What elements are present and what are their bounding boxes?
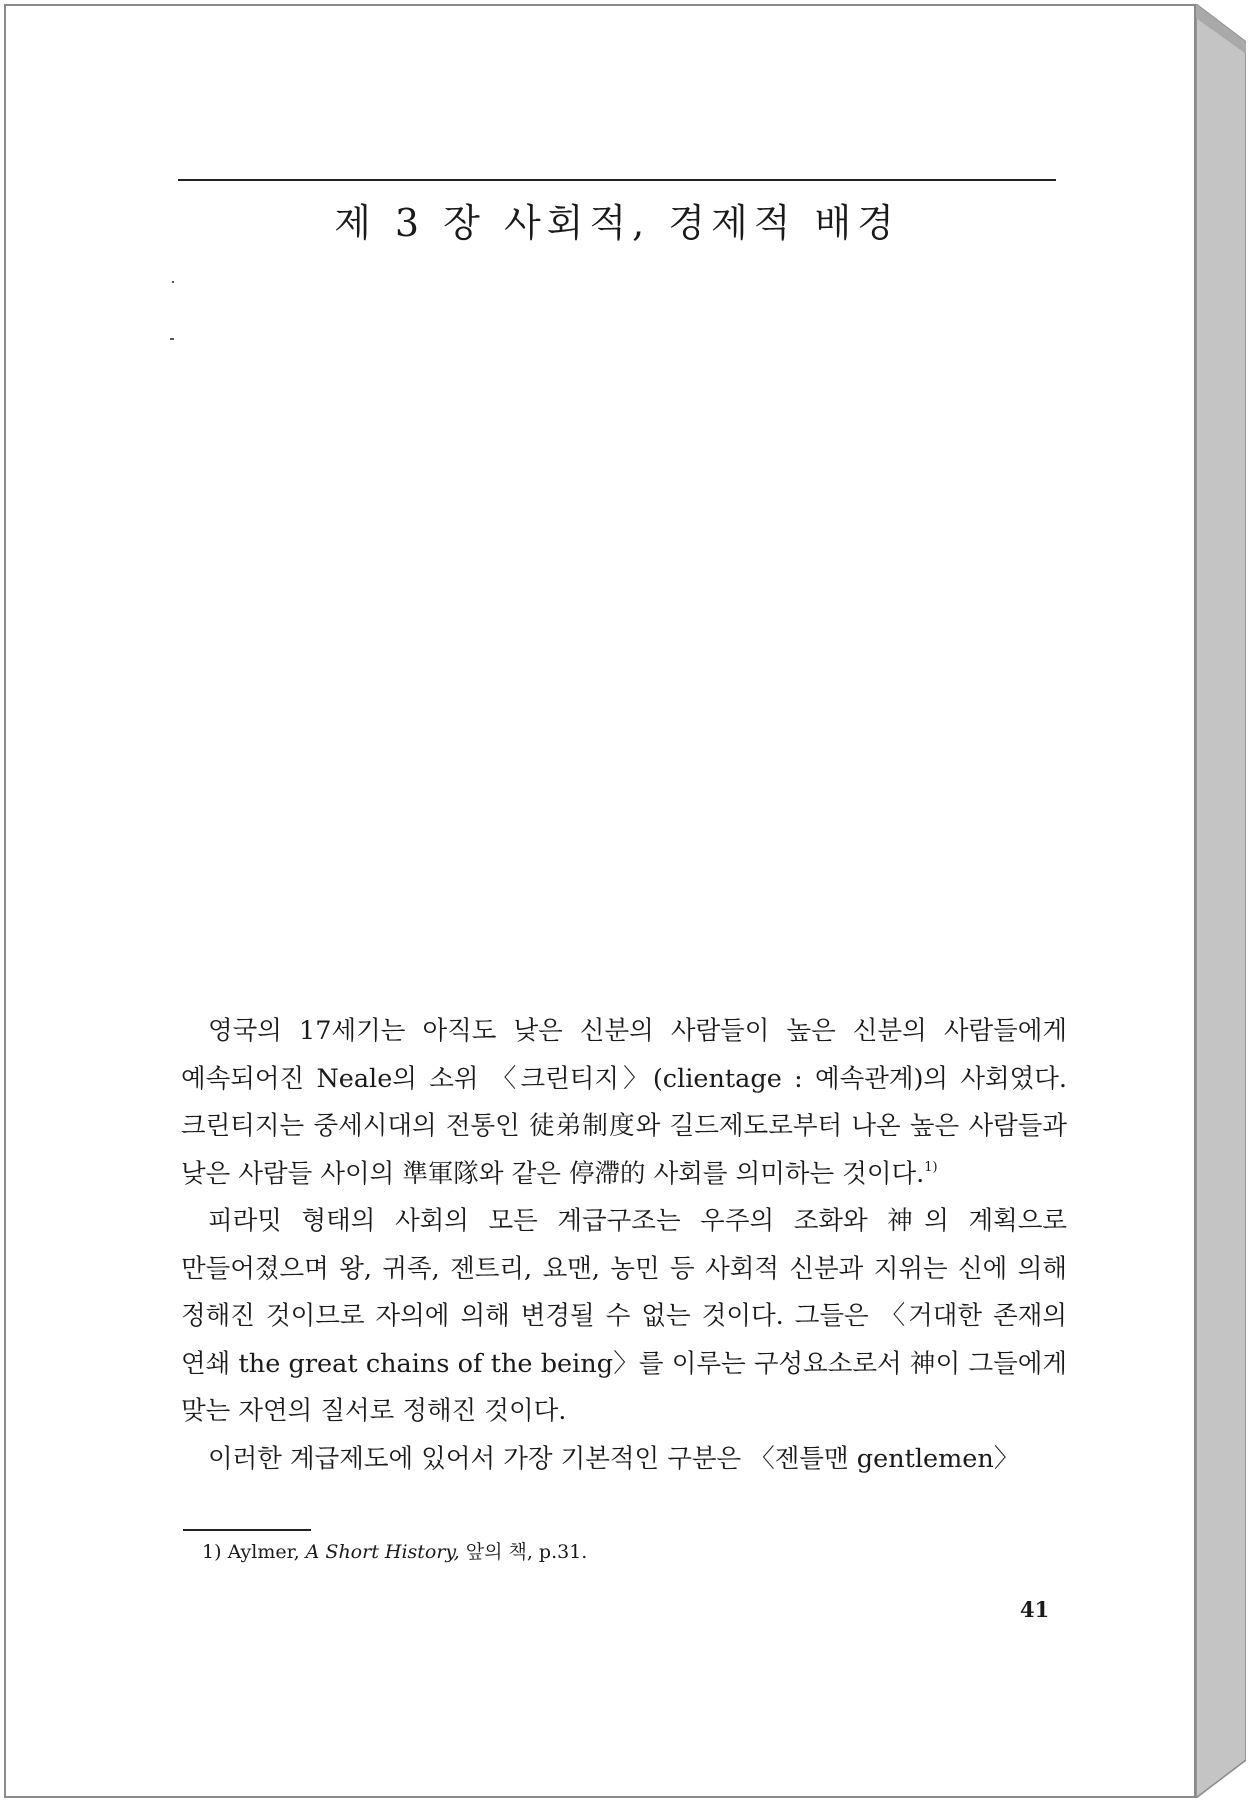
footnote [202, 1538, 587, 1566]
scan-speck [172, 281, 174, 283]
scan-speck [170, 338, 174, 340]
chapter-title: 제 3 장 사회적, 경제적 배경 [334, 201, 900, 245]
title-rule [178, 179, 1056, 181]
footnote-title: A Short History, [305, 1541, 460, 1563]
footnote-author: Aylmer, [227, 1541, 300, 1563]
footnote-number: 1) [202, 1541, 222, 1563]
footnote-marker: 1) [924, 1159, 938, 1175]
body-text [181, 1008, 1067, 1483]
page-edge-bevel [1196, 4, 1246, 1798]
page-number: 41 [1020, 1597, 1050, 1622]
paragraph [181, 1008, 1067, 1198]
footnote-rule [183, 1529, 311, 1531]
paragraph: 피라밋 형태의 사회의 모든 계급구조는 우주의 조화와 神의 계획으로 만들어졌으며 왕, 귀족, 젠트리, 요맨, 농민 등 사회적 신분과 지위는 신에 의해 정해진 것이므로 자의에 의해 변경될 수 없는 것이다. 그들은 〈거대한 존재의 연쇄 the great chains of the being〉를 이루는 구성요소로서 神이 그들에게 맞는 자연의 질서로 정해진 것이다. [181, 1206, 1067, 1426]
footnote-reference: 앞의 책, p.31. [465, 1541, 588, 1563]
paragraph: 이러한 계급제도에 있어서 가장 기본적인 구분은 〈젠틀맨 gentlemen〉 [208, 1443, 1020, 1474]
paragraph-text: 영국의 17세기는 아직도 낮은 신분의 사람들이 높은 신분의 사람들에게 예속되어진 Neale의 소위 〈크린티지〉(clientage : 예속관계)의 사회였다. 크린티지는 중세시대의 전통인 徒弟制度와 길드제도로부터 나온 높은 사람들과 낮은 사람들 사이의 準軍隊와 같은 停滯的 사회를 의미하는 것이다. [181, 1016, 1067, 1189]
